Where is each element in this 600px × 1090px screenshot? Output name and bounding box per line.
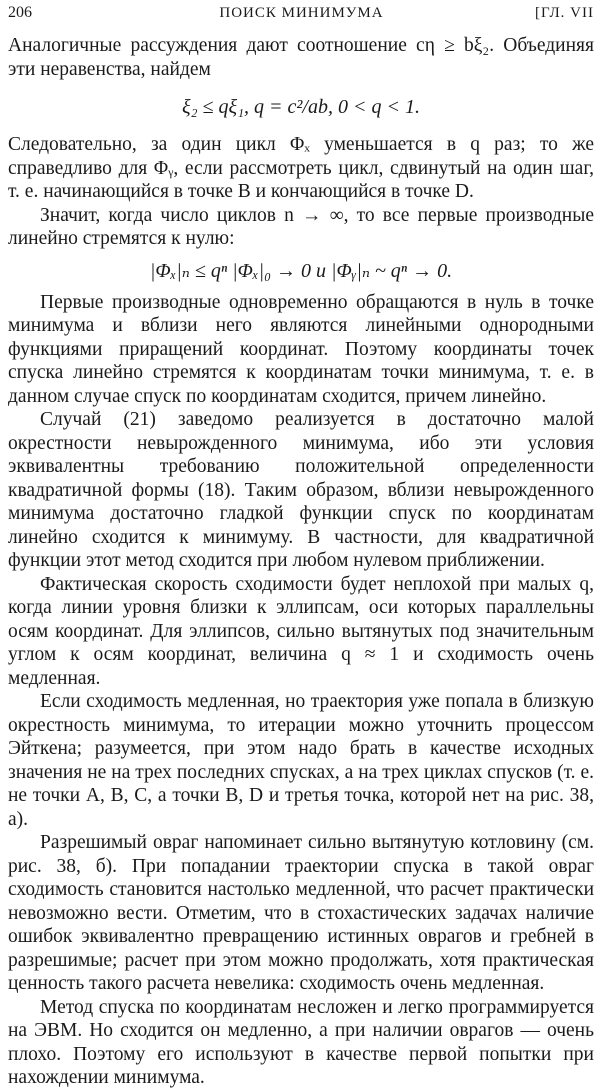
formula-1: ξ₂ ≤ qξ₁, q = c²/ab, 0 < q < 1.: [182, 96, 420, 118]
formula-2: |Φₓ|ₙ ≤ qⁿ |Φₓ|₀ → 0 и |Φᵧ|ₙ ~ qⁿ → 0.: [149, 259, 453, 282]
page-number: 206: [8, 4, 32, 21]
paragraph-8: Разрешимый овраг напоминает сильно вытянутую котловину (см. рис. 38, б). При попадании траектории спуска в такой овраг сходимость становится настолько медленной, что расчет практически невозможно вести. Отметим, что в стохастических задачах наличие ошибок эквивалентно превращению истинных оврагов и гребней в разрешимые; расчет при этом можно продолжать, хотя практическая ценность такого расчета невелика: сходимость очень медленная.: [8, 832, 594, 994]
paragraph-2: Следовательно, за один цикл Φₓ уменьшается в q раз; то же справедливо для Φᵧ, если рассмотреть цикл, сдвинутый на один шаг, т. е. начинающийся в точке B и кончающийся в точке D.: [8, 134, 594, 202]
paragraph-3: Значит, когда число циклов n → ∞, то все первые производные линейно стремятся к нулю:: [8, 204, 594, 249]
running-title: ПОИСК МИНИМУМА: [219, 5, 384, 21]
chapter-label: [ГЛ. VII: [534, 5, 594, 21]
paragraph-9: Метод спуска по координатам несложен и легко программируется на ЭВМ. Но сходится он медленно, а при наличии оврагов — очень плохо. Поэтому его используют в качестве первой попытки при нахождении минимума.: [8, 996, 594, 1088]
paragraph-1: Аналогичные рассуждения дают соотношение cη ≥ bξ₂. Объединяя эти неравенства, найдем: [8, 35, 594, 80]
paragraph-5: Случай (21) заведомо реализуется в достаточно малой окрестности невырожденного минимума, ибо эти условия эквивалентны требованию положительной определенности квадратичной формы (18). Таким образом, вблизи невырожденного минимума достаточно гладкой функции спуск по координатам линейно сходится к минимуму. В частности, для квадратичной функции этот метод сходится при любом нулевом приближении.: [8, 409, 594, 571]
page-header: [8, 4, 594, 28]
paragraph-6: Фактическая скорость сходимости будет неплохой при малых q, когда линии уровня близки к эллипсам, оси которых параллельны осям координат. Для эллипсов, сильно вытянутых под значительным углом к осям координат, величина q ≈ 1 и сходимость очень медленная.: [8, 573, 594, 689]
paragraph-7: Если сходимость медленная, но траектория уже попала в близкую окрестность минимума, то итерации можно уточнить процессом Эйткена; разумеется, при этом надо брать в качестве исходных значения не на трех последних спусках, а на трех циклах спусков (т. е. не точки A, B, C, а точки B, D и третья точка, которой нет на рис. 38, а).: [8, 691, 594, 830]
paragraph-4: Первые производные одновременно обращаются в нуль в точке минимума и вблизи него являются линейными однородными функциями приращений координат. Поэтому координаты точек спуска линейно стремятся к координатам точки минимума, т. е. в данном случае спуск по координатам сходится, причем линейно.: [8, 291, 594, 407]
